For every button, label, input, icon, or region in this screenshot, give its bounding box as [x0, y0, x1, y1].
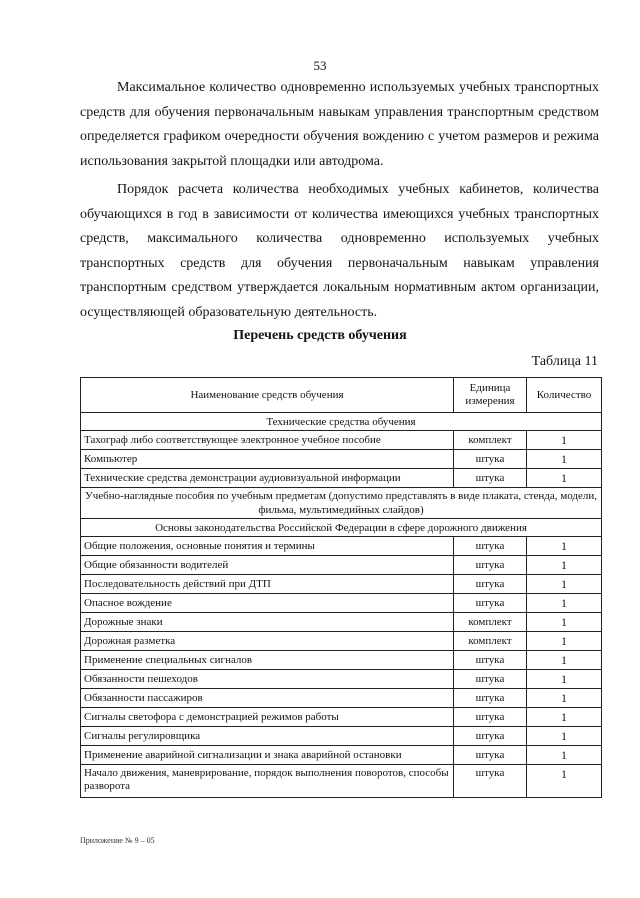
equipment-table [80, 377, 602, 798]
cell-qty: 1 [527, 575, 602, 594]
cell-unit: штука [454, 746, 527, 765]
table-row [81, 689, 602, 708]
cell-unit: комплект [454, 632, 527, 651]
cell-qty: 1 [527, 537, 602, 556]
cell-qty: 1 [527, 469, 602, 488]
section-title: Технические средства обучения [81, 413, 602, 431]
table-row [81, 613, 602, 632]
table-row [81, 594, 602, 613]
cell-unit: штука [454, 670, 527, 689]
table-header-row [81, 378, 602, 413]
table-row [81, 431, 602, 450]
table-row [81, 746, 602, 765]
cell-name: Применение аварийной сигнализации и знака аварийной остановки [81, 746, 454, 765]
table-row [81, 708, 602, 727]
cell-qty: 1 [527, 431, 602, 450]
header-qty: Количество [527, 378, 602, 413]
list-heading: Перечень средств обучения [233, 328, 407, 343]
cell-qty: 1 [527, 450, 602, 469]
cell-unit: штука [454, 708, 527, 727]
paragraph-1: Максимальное количество одновременно используемых учебных транспортных средств для обучения первоначальным навыкам управления транспортным средством определяется графиком очередности обучения вождению с учетом размеров и режима использования закрытой площадки или автодрома. [80, 80, 599, 169]
cell-qty: 1 [527, 594, 602, 613]
table-body [81, 413, 602, 798]
cell-qty: 1 [527, 632, 602, 651]
page-number: 53 [313, 58, 327, 73]
cell-unit: комплект [454, 613, 527, 632]
cell-unit: штука [454, 765, 527, 798]
cell-unit: штука [454, 651, 527, 670]
cell-qty: 1 [527, 689, 602, 708]
cell-unit: штука [454, 537, 527, 556]
table-row [81, 469, 602, 488]
header-name: Наименование средств обучения [81, 378, 454, 413]
cell-qty: 1 [527, 670, 602, 689]
cell-qty: 1 [527, 708, 602, 727]
table-row [81, 765, 602, 798]
cell-name: Общие обязанности водителей [81, 556, 454, 575]
cell-name: Компьютер [81, 450, 454, 469]
cell-name: Применение специальных сигналов [81, 651, 454, 670]
cell-name: Технические средства демонстрации аудиовизуальной информации [81, 469, 454, 488]
cell-qty: 1 [527, 765, 602, 798]
table-row [81, 556, 602, 575]
cell-name: Общие положения, основные понятия и термины [81, 537, 454, 556]
table-row [81, 632, 602, 651]
cell-qty: 1 [527, 727, 602, 746]
cell-name: Дорожная разметка [81, 632, 454, 651]
table-row [81, 727, 602, 746]
table-row [81, 575, 602, 594]
cell-unit: штука [454, 575, 527, 594]
cell-unit: штука [454, 469, 527, 488]
cell-name: Обязанности пассажиров [81, 689, 454, 708]
header-unit: Единица измерения [454, 378, 527, 413]
table-row [81, 651, 602, 670]
cell-name: Тахограф либо соответствующее электронное учебное пособие [81, 431, 454, 450]
cell-name: Последовательность действий при ДТП [81, 575, 454, 594]
section-title: Основы законодательства Российской Федерации в сфере дорожного движения [81, 519, 602, 537]
cell-name: Дорожные знаки [81, 613, 454, 632]
table-caption: Таблица 11 [531, 354, 598, 369]
table-row [81, 670, 602, 689]
table-row [81, 450, 602, 469]
footer-note: Приложение № 9 – 05 [80, 836, 155, 845]
section-row [81, 488, 602, 519]
cell-unit: комплект [454, 431, 527, 450]
cell-unit: штука [454, 594, 527, 613]
section-title: Учебно-наглядные пособия по учебным предметам (допустимо представлять в виде плаката, стенда, модели, фильма, мультимедийных слайдов) [81, 488, 602, 519]
cell-unit: штука [454, 689, 527, 708]
paragraph-2: Порядок расчета количества необходимых учебных кабинетов, количества обучающихся в год в зависимости от количества имеющихся учебных транспортных средств, максимального количества одновременно используемых учебных транспортных средств для обучения первоначальным навыкам управления транспортным средством утверждается локальным нормативным актом организации, осуществляющей образовательную деятельность. [80, 182, 599, 320]
section-row [81, 413, 602, 431]
cell-unit: штука [454, 450, 527, 469]
cell-name: Обязанности пешеходов [81, 670, 454, 689]
cell-qty: 1 [527, 746, 602, 765]
table-row [81, 537, 602, 556]
cell-qty: 1 [527, 556, 602, 575]
cell-name: Сигналы регулировщика [81, 727, 454, 746]
cell-name: Сигналы светофора с демонстрацией режимов работы [81, 708, 454, 727]
cell-qty: 1 [527, 613, 602, 632]
cell-unit: штука [454, 556, 527, 575]
section-row [81, 519, 602, 537]
cell-name: Опасное вождение [81, 594, 454, 613]
cell-qty: 1 [527, 651, 602, 670]
cell-unit: штука [454, 727, 527, 746]
cell-name: Начало движения, маневрирование, порядок выполнения поворотов, способы разворота [81, 765, 454, 798]
